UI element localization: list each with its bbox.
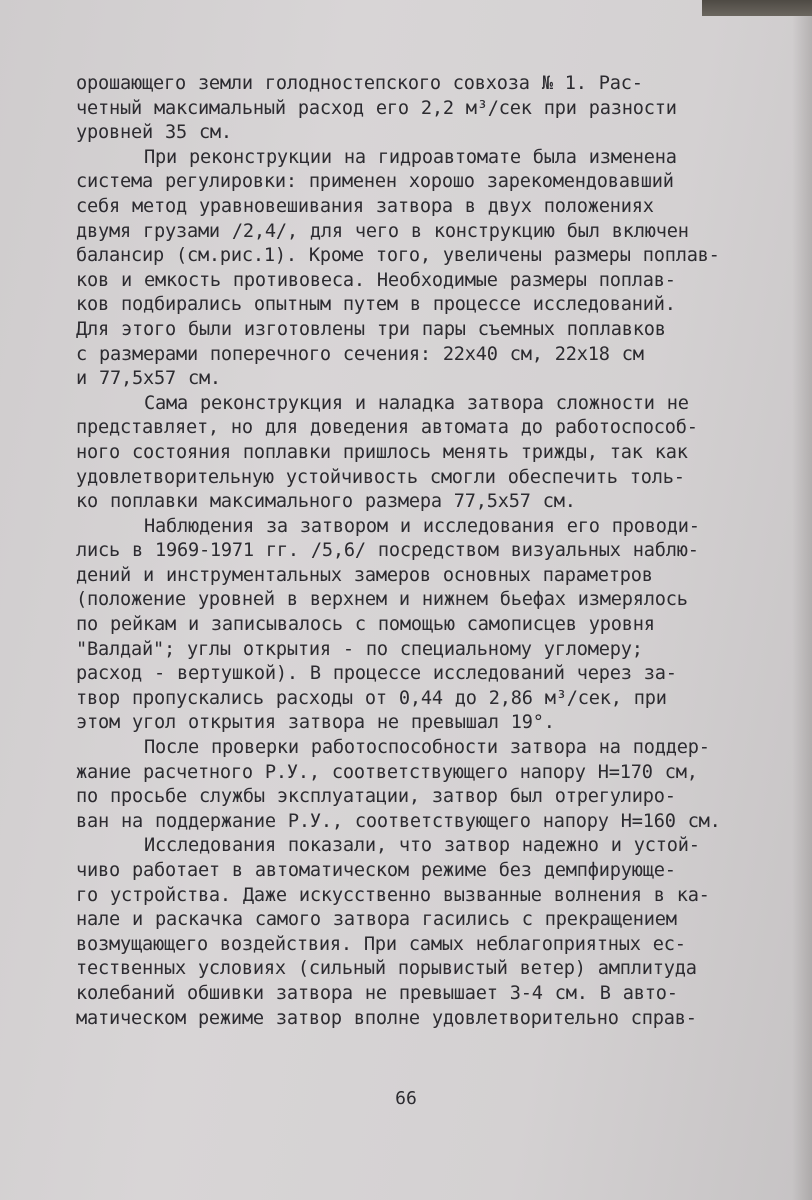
- text-line: колебаний обшивки затвора не превышает 3-4 см. В авто-: [76, 982, 678, 1004]
- text-line: система регулировки: применен хорошо зарекомендовавший: [76, 171, 674, 193]
- text-line: по просьбе службы эксплуатации, затвор был отрегулиро-: [76, 786, 676, 808]
- text-line: лись в 1969-1971 гг. /5,6/ посредством визуальных наблю-: [76, 540, 699, 562]
- text-line: "Валдай"; углы открытия - по специальному угломеру;: [76, 638, 643, 660]
- text-line: тественных условиях (сильный порывистый ветер) амплитуда: [76, 958, 697, 980]
- text-line: (положение уровней в верхнем и нижнем бьефах измерялось: [76, 589, 688, 611]
- text-line: представляет, но для доведения автомата до работоспособ-: [76, 417, 698, 439]
- text-line: Сама реконструкция и наладка затвора сложности не: [144, 392, 689, 414]
- text-line: себя метод уравновешивания затвора в двух положениях: [76, 195, 654, 217]
- text-line: ко поплавки максимального размера 77,5х57 см.: [76, 491, 576, 513]
- text-line: твор пропускались расходы от 0,44 до 2,86 м³/сек, при: [76, 687, 667, 709]
- text-line: ков подбирались опытным путем в процессе исследований.: [76, 294, 676, 316]
- text-line: уровней 35 см.: [76, 122, 232, 144]
- text-line: по рейкам и записывалось с помощью самописцев уровня: [76, 614, 655, 636]
- paragraph: [76, 146, 796, 392]
- text-line: чиво работает в автоматическом режиме без демпфирующе-: [76, 860, 676, 881]
- text-line: этом угол открытия затвора не превышал 19°.: [76, 712, 555, 734]
- body-text: [76, 72, 796, 1031]
- paragraph: [76, 515, 796, 736]
- text-line: Исследования показали, что затвор надежно и устой-: [144, 835, 700, 857]
- page-number: 66: [395, 1088, 417, 1109]
- text-line: орошающего земли голодностепского совхоза № 1. Рас-: [76, 73, 643, 94]
- text-line: При реконструкции на гидроавтомате была изменена: [144, 146, 677, 168]
- text-line: жание расчетного Р.У., соответствующего напору Н=170 см,: [76, 761, 698, 783]
- text-line: и 77,5х57 см.: [76, 368, 221, 390]
- text-line: дений и инструментальных замеров основных параметров: [76, 564, 653, 586]
- paragraph: [76, 392, 796, 515]
- text-line: ного состояния поплавки пришлось менять трижды, так как: [76, 441, 688, 463]
- text-line: с размерами поперечного сечения: 22х40 см, 22х18 см: [76, 343, 644, 365]
- text-line: балансир (см.рис.1). Кроме того, увеличены размеры поплав-: [76, 245, 720, 267]
- background-corner: [702, 0, 812, 16]
- text-line: нале и раскачка самого затвора гасились с прекращением: [76, 909, 677, 931]
- text-line: го устройства. Даже искусственно вызванные волнения в ка-: [76, 884, 710, 906]
- text-line: После проверки работоспособности затвора на поддер-: [144, 737, 710, 759]
- text-line: матическом режиме затвор вполне удовлетворительно справ-: [76, 1007, 697, 1029]
- text-line: ван на поддержание Р.У., соответствующего напору Н=160 см.: [76, 810, 721, 832]
- text-line: возмущающего воздействия. При самых неблагоприятных ес-: [76, 933, 686, 955]
- text-line: удовлетворительную устойчивость смогли обеспечить толь-: [76, 466, 685, 488]
- text-line: двумя грузами /2,4/, для чего в конструкцию был включен: [76, 220, 689, 242]
- text-line: расход - вертушкой). В процессе исследований через за-: [76, 663, 677, 685]
- paragraph: [76, 736, 796, 834]
- text-line: Для этого были изготовлены три пары съемных поплавков: [76, 318, 666, 340]
- paragraph: [76, 72, 796, 146]
- paragraph: [76, 834, 796, 1031]
- text-line: четный максимальный расход его 2,2 м³/сек при разности: [76, 97, 677, 119]
- text-line: Наблюдения за затвором и исследования его проводи-: [144, 515, 700, 537]
- text-line: ков и емкость противовеса. Необходимые размеры поплав-: [76, 269, 676, 291]
